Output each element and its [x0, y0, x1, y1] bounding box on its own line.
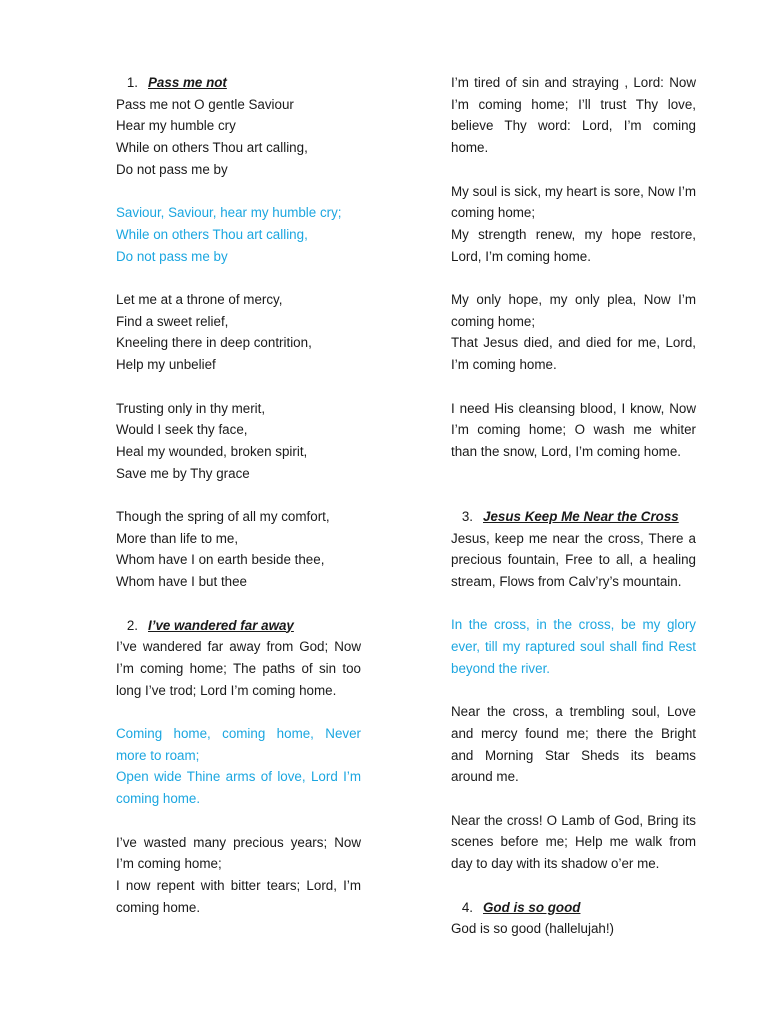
verse: Near the cross, a trembling soul, Love and mercy found me; there the Bright and Morning Star Sheds its beams around me. — [451, 704, 696, 785]
verse-line: Hear my humble cry — [116, 118, 236, 134]
verse-line: Do not pass me by — [116, 161, 228, 177]
verse-line: Trusting only in thy merit, — [116, 400, 266, 416]
verse — [116, 398, 361, 485]
song-heading — [116, 72, 361, 94]
verse-line: Would I seek thy face, — [116, 422, 248, 438]
chorus-line: Do not pass me by — [116, 248, 228, 264]
chorus — [116, 202, 361, 267]
song-number: 1. — [126, 75, 138, 90]
verse-line: Let me at a throne of mercy, — [116, 292, 283, 307]
chorus-line: Coming home, coming home, Never more to roam; — [116, 726, 361, 763]
song-title: I’ve wandered far away — [148, 617, 294, 633]
song-number: 4. — [461, 899, 473, 915]
verse-line: My only hope, my only plea, Now I’m coming home; — [451, 292, 696, 329]
chorus-line: Saviour, Saviour, hear my humble cry; — [116, 205, 342, 221]
verse-line: Whom have I on earth beside thee, — [116, 552, 325, 568]
chorus: In the cross, in the cross, be my glory ever, till my raptured soul shall find Rest beyond the river. — [451, 617, 696, 676]
verse — [116, 506, 361, 593]
verse: I need His cleansing blood, I know, Now I’m coming home; O wash me whiter than the snow, Lord, I’m coming home. — [451, 400, 696, 459]
verse-line: That Jesus died, and died for me, Lord, I’m coming home. — [451, 335, 696, 373]
verse-line: While on others Thou art calling, — [116, 140, 308, 156]
verse-line: Whom have I but thee — [116, 574, 248, 590]
verse-line: Help my unbelief — [116, 357, 216, 373]
verse — [116, 94, 361, 181]
chorus-line: Open wide Thine arms of love, Lord I’m coming home. — [116, 769, 361, 807]
verse-line: Heal my wounded, broken spirit, — [116, 443, 308, 459]
song-title: Pass me not — [148, 75, 227, 90]
verse — [451, 289, 696, 376]
right-column — [451, 72, 696, 940]
verse-line: My strength renew, my hope restore, Lord, I’m coming home. — [451, 226, 696, 264]
verse: I’ve wandered far away from God; Now I’m coming home; The paths of sin too long I’ve trod; Lord I’m coming home. — [116, 639, 361, 698]
verse-line: Though the spring of all my comfort, — [116, 509, 330, 524]
verse: Near the cross! O Lamb of God, Bring its scenes before me; Help me walk from day to day with its shadow o’er me. — [451, 812, 696, 872]
chorus — [116, 723, 361, 810]
song-title: God is so good — [483, 899, 581, 915]
verse: I’m tired of sin and straying , Lord: Now I’m coming home; I’ll trust Thy love, believe Thy word: Lord, I’m coming home. — [451, 75, 696, 156]
verse-line: Kneeling there in deep contrition, — [116, 335, 312, 351]
verse-line: I’ve wasted many precious years; Now I’m coming home; — [116, 834, 361, 872]
verse: God is so good (hallelujah!) — [451, 921, 615, 937]
song-number: 3. — [461, 508, 473, 524]
verse-line: My soul is sick, my heart is sore, Now I’m coming home; — [451, 183, 696, 221]
verse-line: Find a sweet relief, — [116, 313, 229, 329]
song-heading — [451, 506, 696, 528]
verse — [116, 832, 361, 919]
verse: Jesus, keep me near the cross, There a precious fountain, Free to all, a healing stream, Flows from Calv’ry’s mountain. — [451, 530, 696, 590]
verse — [116, 289, 361, 376]
song-heading — [451, 897, 696, 919]
verse-line: Pass me not O gentle Saviour — [116, 96, 294, 112]
song-heading — [116, 615, 361, 637]
verse-line: Save me by Thy grace — [116, 465, 250, 481]
verse — [451, 181, 696, 268]
song-number: 2. — [126, 617, 138, 633]
verse-line: I now repent with bitter tears; Lord, I’m coming home. — [116, 877, 361, 915]
song-title: Jesus Keep Me Near the Cross — [483, 508, 679, 524]
verse-line: More than life to me, — [116, 530, 239, 546]
left-column — [116, 72, 361, 918]
chorus-line: While on others Thou art calling, — [116, 226, 308, 242]
